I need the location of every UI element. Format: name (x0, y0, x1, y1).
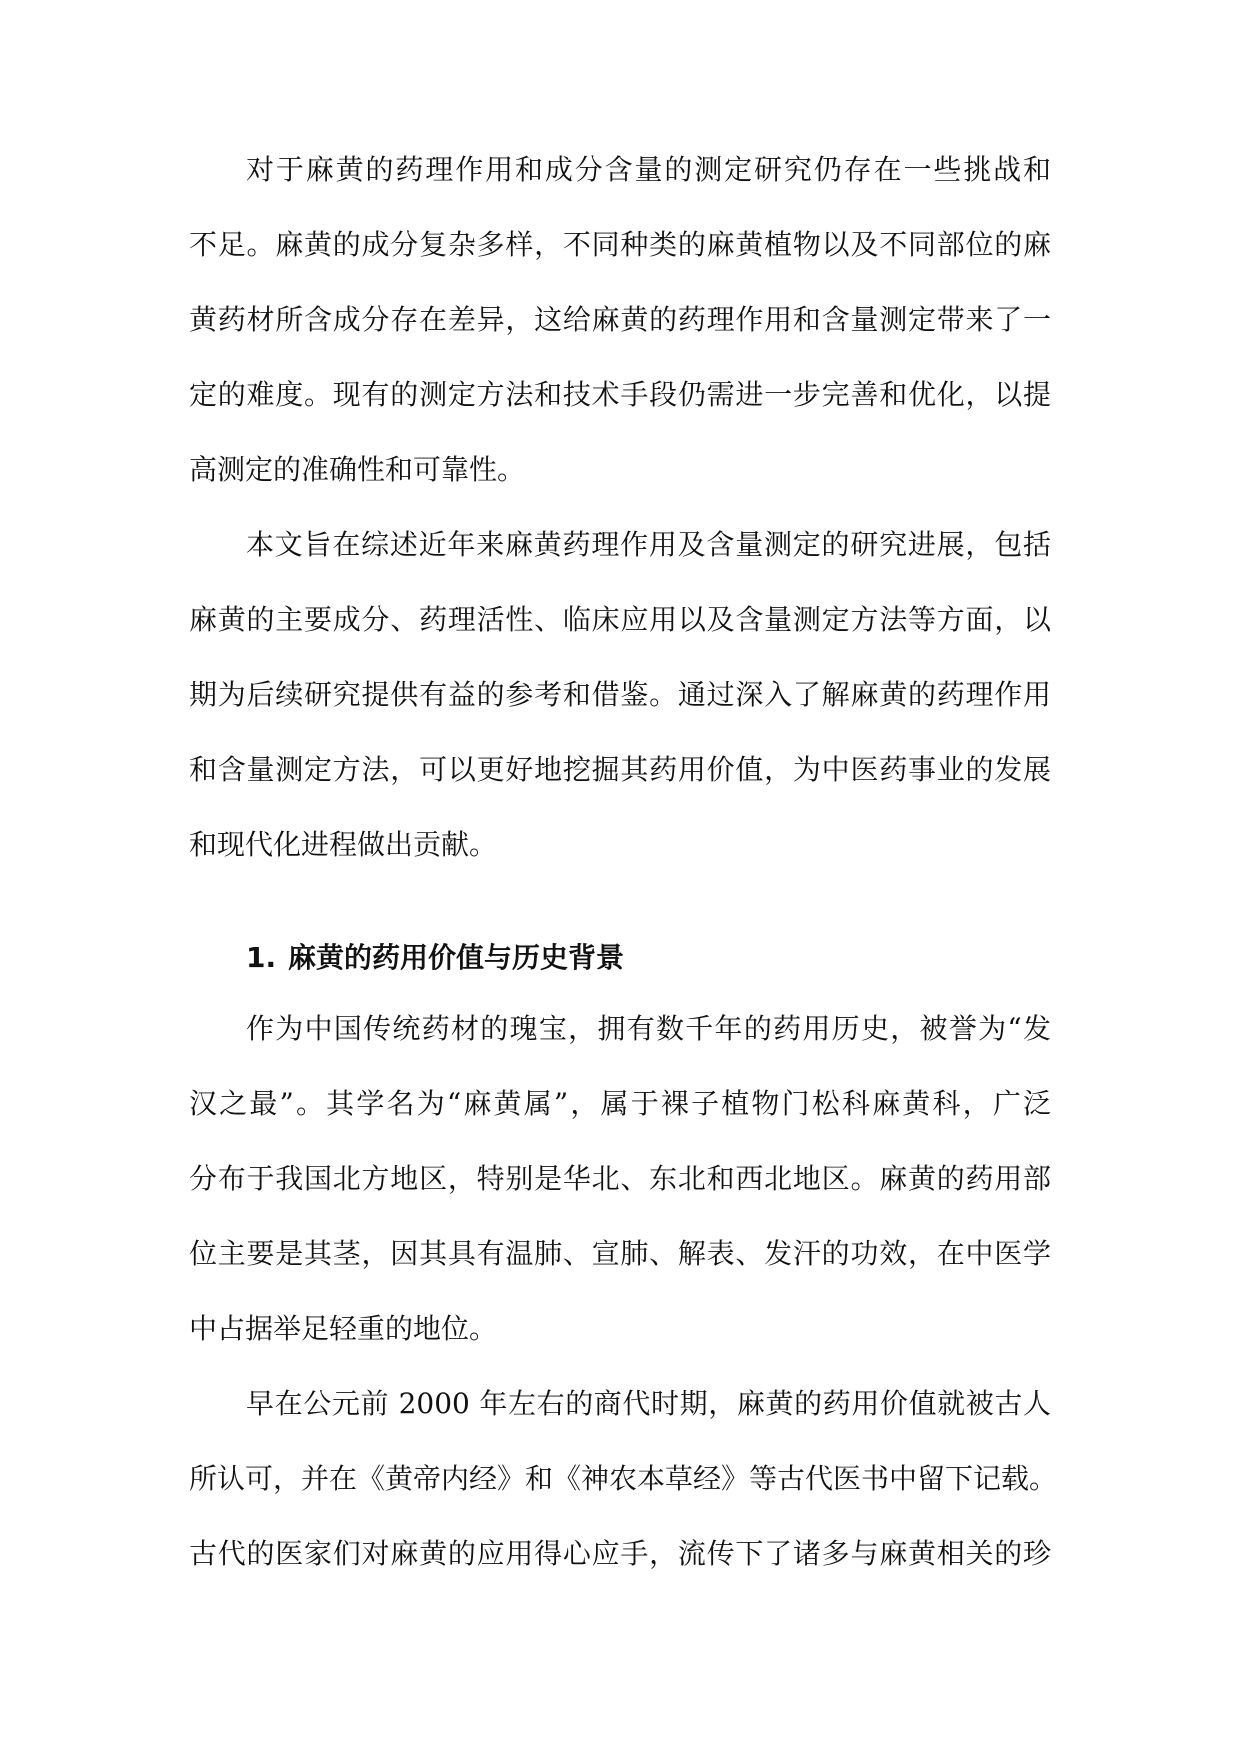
section-heading (246, 942, 624, 974)
paragraph-1-line-3: 黄药材所含成分存在差异，这给麻黄的药理作用和含量测定带来了一 (189, 303, 1051, 336)
section-paragraph-1-line-4: 位主要是其茎，因其具有温肺、宣肺、解表、发汗的功效，在中医学 (189, 1237, 1051, 1270)
paragraph-2-line-5: 和现代化进程做出贡献。 (189, 828, 498, 861)
paragraph-1-line-1: 对于麻黄的药理作用和成分含量的测定研究仍存在一些挑战和 (246, 153, 1051, 186)
section-number: 1. (246, 941, 277, 974)
paragraph-2-line-3: 期为后续研究提供有益的参考和借鉴。通过深入了解麻黄的药理作用 (189, 678, 1051, 711)
section-paragraph-2-line-1: 早在公元前 2000 年左右的商代时期，麻黄的药用价值就被古人 (246, 1387, 1051, 1420)
paragraph-1-line-5: 高测定的准确性和可靠性。 (189, 453, 526, 486)
section-paragraph-1-line-1: 作为中国传统药材的瑰宝，拥有数千年的药用历史，被誉为“发 (246, 1012, 1051, 1045)
section-paragraph-1-line-5: 中占据举足轻重的地位。 (189, 1312, 498, 1345)
section-paragraph-1-line-2: 汉之最”。其学名为“麻黄属”，属于裸子植物门松科麻黄科，广泛 (189, 1087, 1051, 1120)
section-paragraph-1-line-3: 分布于我国北方地区，特别是华北、东北和西北地区。麻黄的药用部 (189, 1162, 1051, 1195)
paragraph-2-line-2: 麻黄的主要成分、药理活性、临床应用以及含量测定方法等方面，以 (189, 603, 1051, 636)
paragraph-1-line-4: 定的难度。现有的测定方法和技术手段仍需进一步完善和优化，以提 (189, 378, 1051, 411)
paragraph-2-line-1: 本文旨在综述近年来麻黄药理作用及含量测定的研究进展，包括 (246, 528, 1051, 561)
paragraph-2-line-4: 和含量测定方法，可以更好地挖掘其药用价值，为中医药事业的发展 (189, 753, 1051, 786)
section-title: 麻黄的药用价值与历史背景 (288, 941, 625, 974)
section-paragraph-2-line-2: 所认可，并在《黄帝内经》和《神农本草经》等古代医书中留下记载。 (189, 1462, 1058, 1495)
section-paragraph-2-line-3: 古代的医家们对麻黄的应用得心应手，流传下了诸多与麻黄相关的珍 (189, 1537, 1051, 1570)
paragraph-1-line-2: 不足。麻黄的成分复杂多样，不同种类的麻黄植物以及不同部位的麻 (189, 228, 1051, 261)
